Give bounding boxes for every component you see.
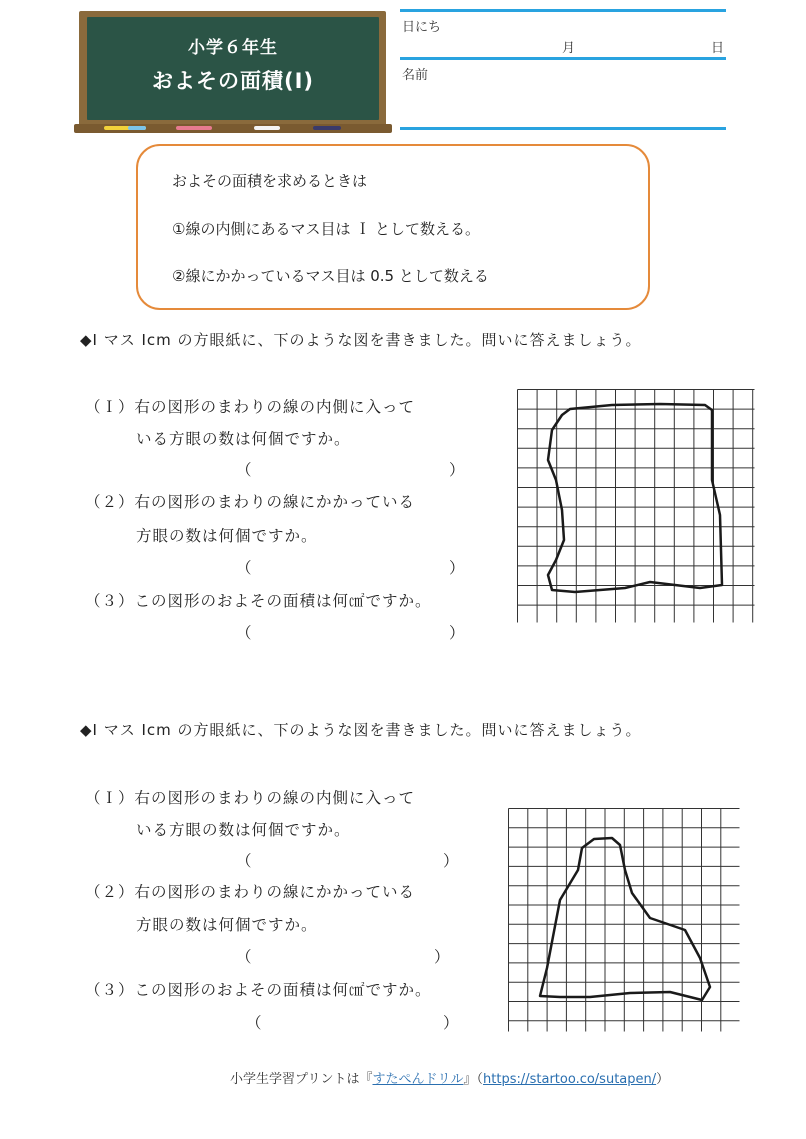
- problem-1-grid: [517, 389, 755, 623]
- problem-2-a3-close: ）: [443, 1014, 460, 1032]
- problem-2-a1-close: ）: [443, 852, 460, 870]
- pink-chalk-icon: [176, 126, 212, 130]
- name-label: 名前: [402, 68, 429, 83]
- rule-2: ②線にかかっているマス目は 0.5 として数える: [172, 267, 489, 285]
- eraser-icon: [313, 126, 341, 130]
- blue-chalk-icon: [128, 126, 146, 130]
- problem-2-q1-line1: （Ｉ）右の図形のまわりの線の内側に入って: [85, 789, 416, 807]
- problem-2-instruction: ◆I マス Icm の方眼紙に、下のような図を書きました。問いに答えましょう。: [80, 721, 642, 739]
- problem-2-q2-line2: 方眼の数は何個ですか。: [136, 916, 318, 934]
- brand-link[interactable]: すたぺんドリル: [372, 1072, 464, 1087]
- problem-2-q2-line1: （２）右の図形のまわりの線にかかっている: [85, 883, 416, 901]
- date-bottom-line: [400, 57, 726, 60]
- date-label: 日にち: [402, 20, 442, 35]
- problem-2-a2-close: ）: [434, 948, 451, 966]
- problem-2-a2-open: （: [236, 948, 253, 966]
- white-chalk-icon: [254, 126, 280, 130]
- problem-2-grid: [508, 808, 740, 1032]
- problem-2-q3-line1: （３）この図形のおよその面積は何㎠ですか。: [85, 981, 432, 999]
- grade-label: 小学６年生: [188, 38, 278, 58]
- problem-1-q1-line1: （Ｉ）右の図形のまわりの線の内側に入って: [85, 398, 416, 416]
- problem-2-shape: [540, 838, 710, 1000]
- footer-mid: 』（: [463, 1072, 484, 1087]
- date-top-line: [400, 9, 726, 12]
- rule-1: ①線の内側にあるマス目は Ｉ として数える。: [172, 220, 480, 238]
- problem-1-a1-close: ）: [449, 461, 466, 479]
- name-line: [400, 127, 726, 130]
- problem-1-q3-line1: （３）この図形のおよその面積は何㎠ですか。: [85, 592, 432, 610]
- day-label: 日: [711, 41, 725, 56]
- problem-1-a3-open: （: [236, 624, 253, 642]
- footer-prefix: 小学生学習プリントは『: [230, 1072, 373, 1087]
- problem-1-a1-open: （: [236, 461, 253, 479]
- problem-1-a3-close: ）: [449, 624, 466, 642]
- problem-2-q1-line2: いる方眼の数は何個ですか。: [136, 821, 351, 839]
- problem-2-a3-open: （: [246, 1014, 263, 1032]
- url-link[interactable]: https://startoo.co/sutapen/: [483, 1072, 657, 1087]
- problem-2-a1-open: （: [236, 852, 253, 870]
- page-title: およその面積(I): [151, 69, 314, 93]
- rule-intro: およその面積を求めるときは: [172, 172, 368, 190]
- problem-1-a2-close: ）: [449, 559, 466, 577]
- problem-1-q2-line1: （２）右の図形のまわりの線にかかっている: [85, 493, 416, 511]
- problem-2-grid-lines: [509, 809, 740, 1032]
- problem-1-q2-line2: 方眼の数は何個ですか。: [136, 527, 318, 545]
- footer: [230, 1068, 669, 1087]
- problem-1-q1-line2: いる方眼の数は何個ですか。: [136, 430, 351, 448]
- problem-1-instruction: ◆I マス Icm の方眼紙に、下のような図を書きました。問いに答えましょう。: [80, 331, 642, 349]
- footer-suffix: ）: [656, 1072, 670, 1087]
- problem-1-a2-open: （: [236, 559, 253, 577]
- month-label: 月: [562, 41, 576, 56]
